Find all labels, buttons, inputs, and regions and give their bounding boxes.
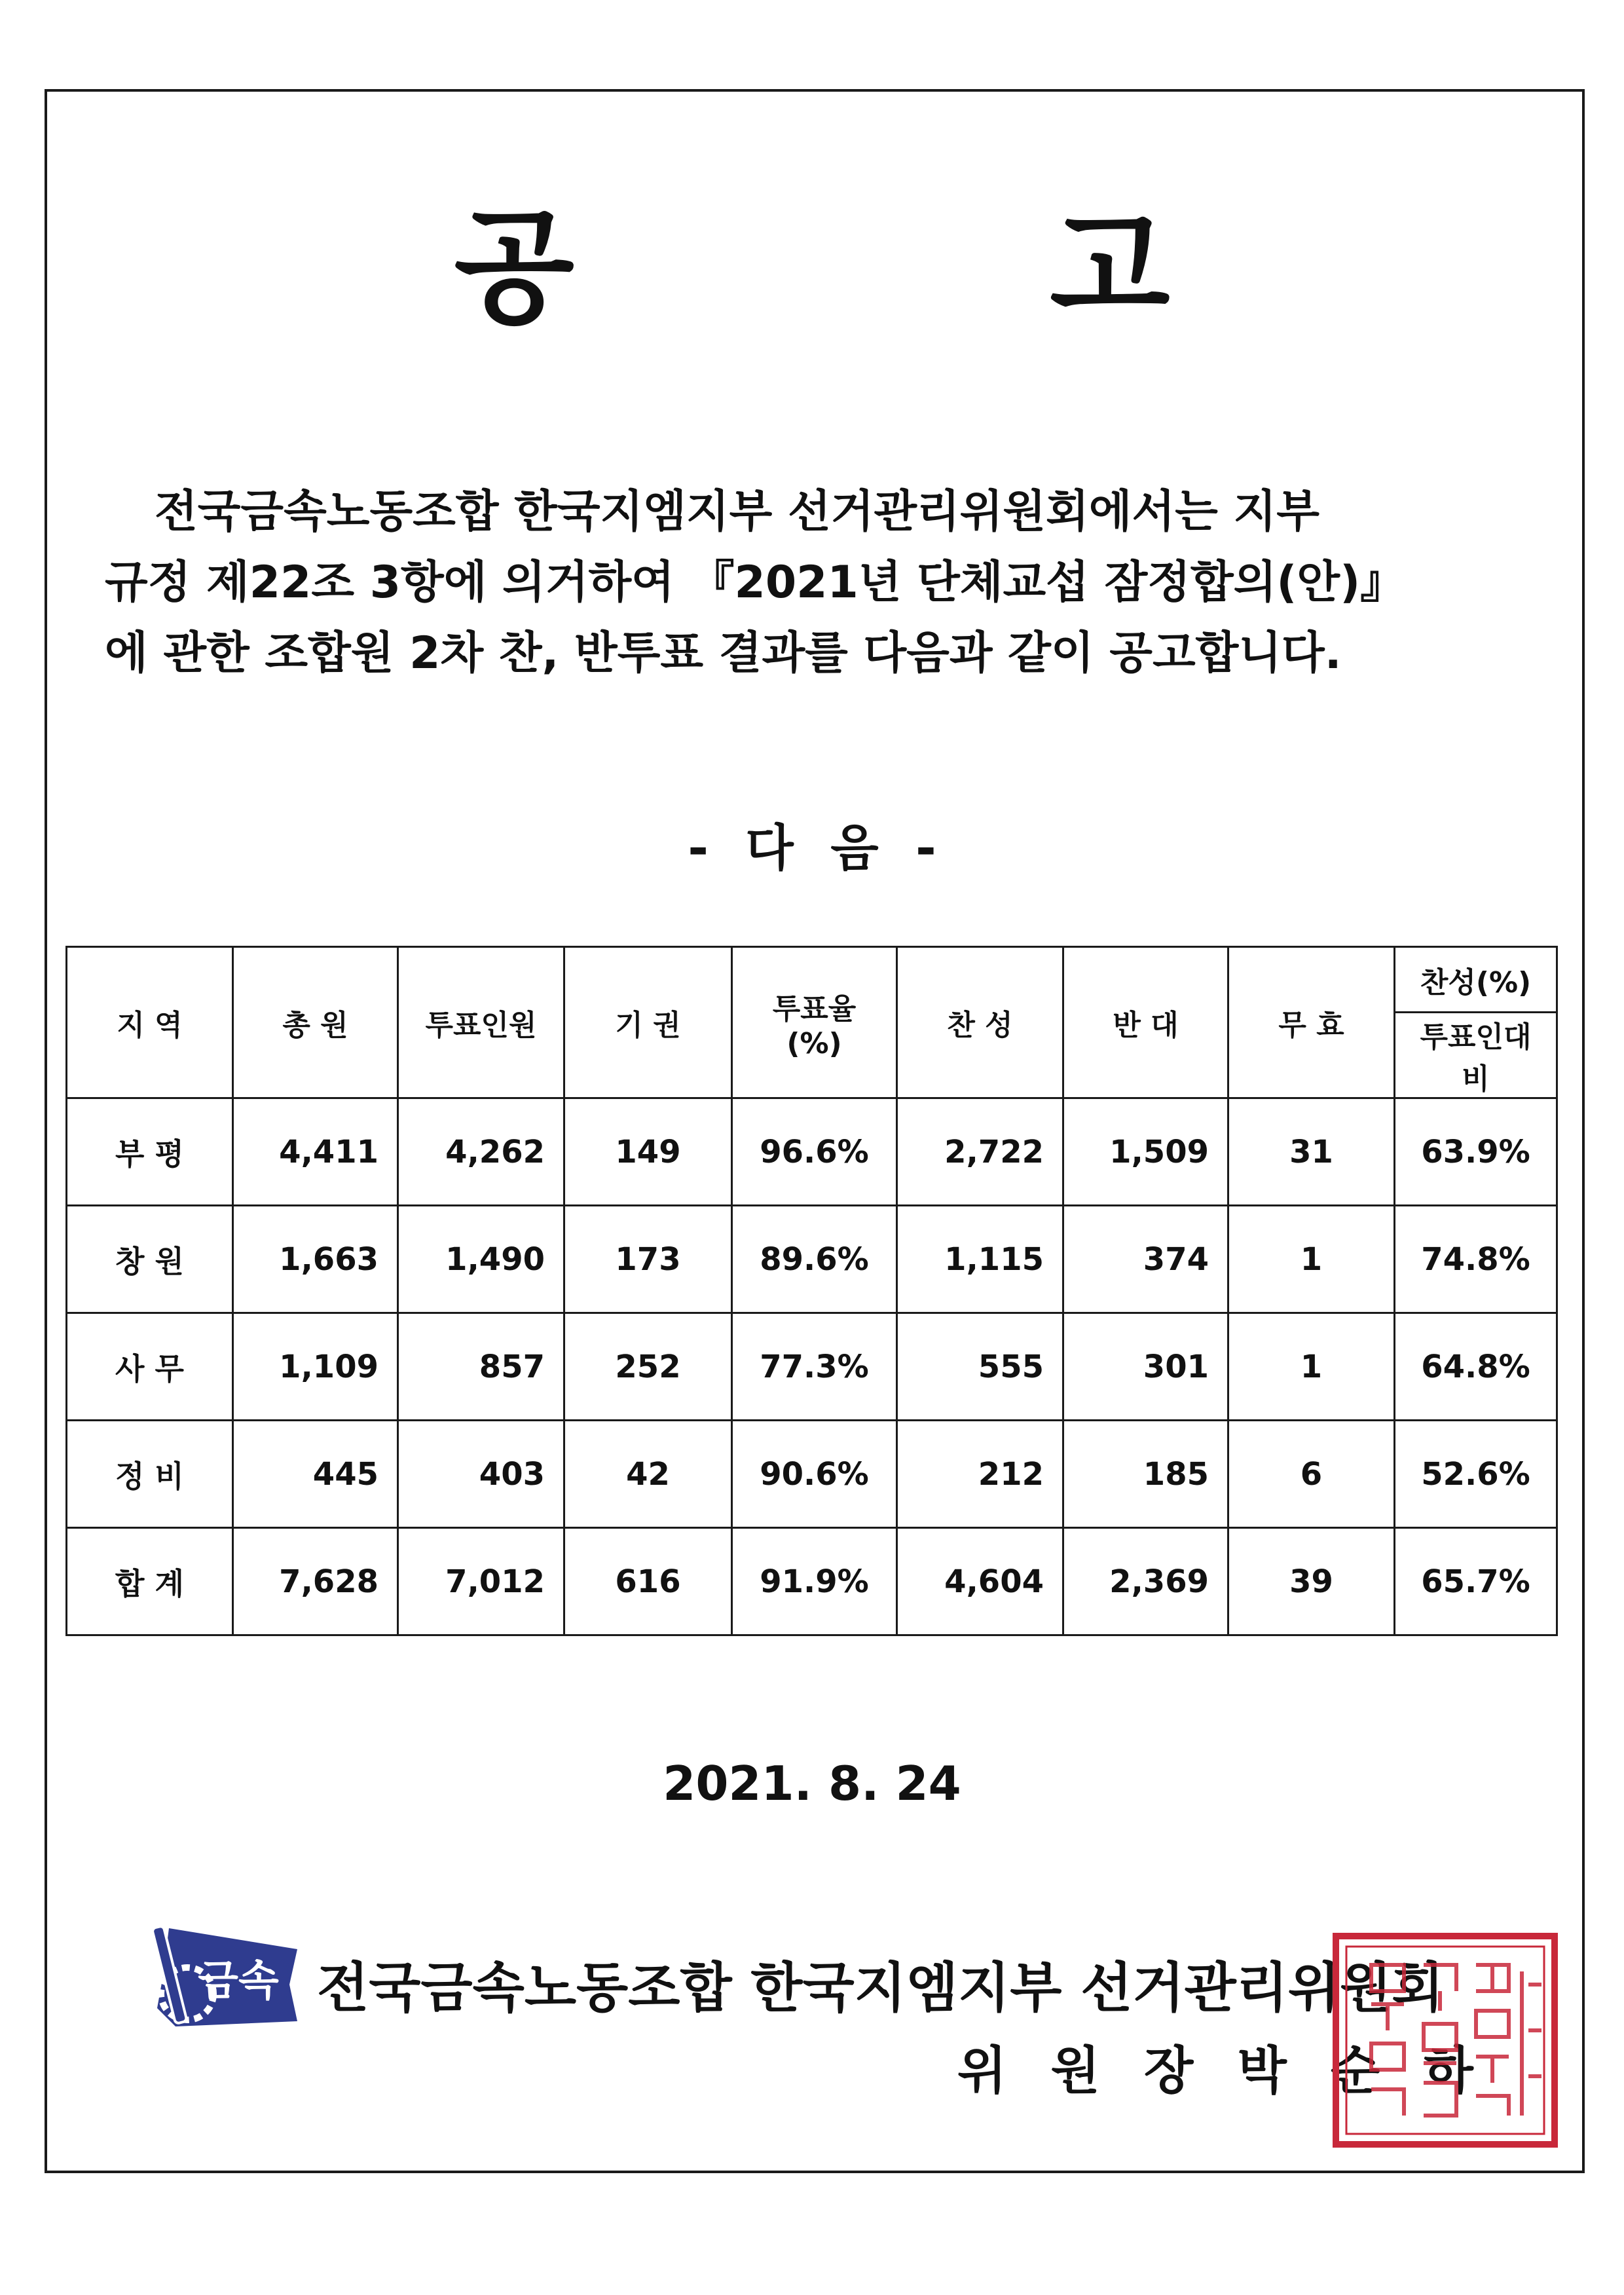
cell-turnout: 77.3% bbox=[732, 1313, 897, 1421]
cell-invalid: 39 bbox=[1228, 1528, 1395, 1635]
cell-turnout: 89.6% bbox=[732, 1206, 897, 1313]
cell-voters: 4,262 bbox=[398, 1098, 564, 1206]
subheading: - 다 음 - bbox=[688, 819, 936, 877]
header-abstain: 기 권 bbox=[564, 947, 732, 1098]
cell-total: 4,411 bbox=[233, 1098, 398, 1206]
organization-name: 전국금속노동조합 한국지엠지부 선거관리위원회 bbox=[317, 1957, 1444, 2019]
header-invalid: 무 효 bbox=[1228, 947, 1395, 1098]
cell-no: 185 bbox=[1063, 1421, 1228, 1528]
cell-voters: 857 bbox=[398, 1313, 564, 1421]
cell-turnout: 90.6% bbox=[732, 1421, 897, 1528]
table-row-total bbox=[67, 1528, 1557, 1635]
cell-approval: 64.8% bbox=[1395, 1313, 1557, 1421]
cell-invalid: 6 bbox=[1228, 1421, 1395, 1528]
header-approval-sub: 투표인대비 bbox=[1395, 1013, 1557, 1098]
body-line-2: 규정 제22조 3항에 의거하여 『2021년 단체교섭 잠정합의(안)』 bbox=[105, 557, 1405, 608]
header-yes: 찬 성 bbox=[897, 947, 1063, 1098]
cell-invalid: 31 bbox=[1228, 1098, 1395, 1206]
cell-abstain: 252 bbox=[564, 1313, 732, 1421]
logo-text: 금속 bbox=[198, 1957, 279, 2006]
cell-yes: 212 bbox=[897, 1421, 1063, 1528]
cell-total: 1,109 bbox=[233, 1313, 398, 1421]
header-voters: 투표인원 bbox=[398, 947, 564, 1098]
cell-turnout: 91.9% bbox=[732, 1528, 897, 1635]
cell-no: 1,509 bbox=[1063, 1098, 1228, 1206]
cell-total: 7,628 bbox=[233, 1528, 398, 1635]
body-line-1: 전국금속노동조합 한국지엠지부 선거관리위원회에서는 지부 bbox=[155, 486, 1320, 538]
signer-name: 위 원 장 박 순 하 bbox=[957, 2042, 1473, 2100]
cell-abstain: 42 bbox=[564, 1421, 732, 1528]
cell-voters: 403 bbox=[398, 1421, 564, 1528]
header-total: 총 원 bbox=[233, 947, 398, 1098]
cell-total: 445 bbox=[233, 1421, 398, 1528]
cell-approval: 65.7% bbox=[1395, 1528, 1557, 1635]
notice-body bbox=[105, 477, 1532, 689]
table-row bbox=[67, 1206, 1557, 1313]
body-line-3: 에 관한 조합원 2차 찬, 반투표 결과를 다음과 같이 공고합니다. bbox=[105, 627, 1342, 679]
union-logo bbox=[149, 1916, 304, 2032]
header-region: 지 역 bbox=[67, 947, 233, 1098]
header-no: 반 대 bbox=[1063, 947, 1228, 1098]
cell-approval: 63.9% bbox=[1395, 1098, 1557, 1206]
cell-region: 창 원 bbox=[67, 1206, 233, 1313]
cell-abstain: 616 bbox=[564, 1528, 732, 1635]
cell-no: 2,369 bbox=[1063, 1528, 1228, 1635]
cell-turnout: 96.6% bbox=[732, 1098, 897, 1206]
table-row bbox=[67, 1098, 1557, 1206]
cell-approval: 52.6% bbox=[1395, 1421, 1557, 1528]
cell-abstain: 149 bbox=[564, 1098, 732, 1206]
header-approval: 찬성(%) bbox=[1395, 947, 1557, 1013]
cell-abstain: 173 bbox=[564, 1206, 732, 1313]
cell-no: 301 bbox=[1063, 1313, 1228, 1421]
cell-yes: 2,722 bbox=[897, 1098, 1063, 1206]
cell-no: 374 bbox=[1063, 1206, 1228, 1313]
cell-region: 사 무 bbox=[67, 1313, 233, 1421]
official-seal bbox=[1332, 1932, 1559, 2148]
cell-total: 1,663 bbox=[233, 1206, 398, 1313]
cell-voters: 1,490 bbox=[398, 1206, 564, 1313]
cell-yes: 555 bbox=[897, 1313, 1063, 1421]
header-turnout: 투표율(%) bbox=[732, 947, 897, 1098]
cell-invalid: 1 bbox=[1228, 1313, 1395, 1421]
notice-date: 2021. 8. 24 bbox=[663, 1756, 961, 1811]
cell-voters: 7,012 bbox=[398, 1528, 564, 1635]
table-row bbox=[67, 1421, 1557, 1528]
cell-yes: 4,604 bbox=[897, 1528, 1063, 1635]
notice-title: 공 고 bbox=[454, 196, 1386, 341]
vote-results-table bbox=[65, 946, 1558, 1636]
cell-region: 부 평 bbox=[67, 1098, 233, 1206]
cell-invalid: 1 bbox=[1228, 1206, 1395, 1313]
cell-approval: 74.8% bbox=[1395, 1206, 1557, 1313]
cell-region: 정 비 bbox=[67, 1421, 233, 1528]
cell-region: 합 계 bbox=[67, 1528, 233, 1635]
table-row bbox=[67, 1313, 1557, 1421]
cell-yes: 1,115 bbox=[897, 1206, 1063, 1313]
table-header-row bbox=[67, 947, 1557, 1013]
